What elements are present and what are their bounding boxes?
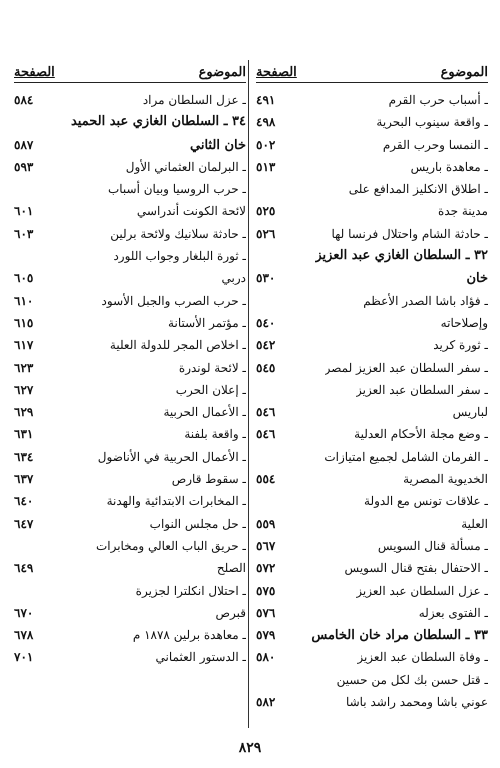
entry-title: خان الثاني (190, 137, 246, 153)
entry-page: ٦٠٣ (14, 226, 34, 241)
index-entry-row (14, 178, 246, 200)
entry-title: ـ حادثة الشام واحتلال فرنسا لها (331, 226, 488, 241)
entry-title: ـ الفتوى بعزله (418, 605, 488, 620)
entry-page: ٥٤٦ (256, 427, 276, 442)
index-entry-row (14, 245, 246, 267)
entry-page: ٥٦٧ (256, 538, 276, 553)
entry-page: ٥٢٦ (256, 226, 276, 241)
index-entry-row (256, 557, 488, 579)
entry-page: ٥٨٧ (14, 137, 34, 152)
entry-page: ٥٥٩ (256, 516, 276, 531)
index-entry-row (256, 223, 488, 245)
entry-title: ـ معاهدة باريس (410, 159, 488, 174)
entry-title: وإصلاحاته (440, 315, 488, 330)
index-entry-row (14, 513, 246, 535)
entry-title: ـ علاقات تونس مع الدولة (364, 494, 488, 509)
page-header: الصفحة (256, 65, 297, 80)
index-entry-row (256, 379, 488, 401)
index-entry-row (256, 468, 488, 490)
entry-page: ٥٧٢ (256, 561, 276, 576)
entry-title: ـ ثورة البلغار وجواب اللورد (113, 249, 246, 264)
entry-title: عوني باشا ومحمد راشد باشا (345, 695, 488, 710)
entry-page: ٦٢٣ (14, 360, 34, 375)
entry-title: ـ الاحتفال بفتح قنال السويس (344, 561, 488, 576)
section-heading-row (14, 134, 246, 156)
column-divider (248, 60, 249, 728)
entry-title: ٣٢ ـ السلطان الغازي عبد العزيز (315, 248, 488, 264)
entry-title: ـ إعلان الحرب (175, 382, 246, 397)
index-entry-row (256, 134, 488, 156)
section-heading-row (256, 624, 488, 646)
entry-page: ٥٤٢ (256, 338, 276, 353)
entry-page: ٦٢٧ (14, 382, 34, 397)
entry-page: ٥٤٥ (256, 360, 276, 375)
entry-page: ٥١٣ (256, 159, 276, 174)
entry-page: ٦٣٤ (14, 449, 34, 464)
page-number: ٨٢٩ (238, 740, 262, 756)
entry-title: ـ قتل حسن بك لكل من حسين (336, 672, 488, 687)
entry-title: ـ حادثة سلانيك ولائحة برلين (110, 226, 246, 241)
entry-title: دربي (221, 271, 246, 286)
entry-title: ـ المخابرات الابتدائية والهدنة (106, 494, 246, 509)
entry-page: ٥٥٤ (256, 472, 276, 487)
entry-page: ٥٣٠ (256, 271, 276, 286)
entry-title: ـ سفر السلطان عبد العزيز لمصر (324, 360, 488, 375)
index-entry-row (256, 490, 488, 512)
index-entry-row (14, 334, 246, 356)
topic-header: الموضوع (198, 65, 246, 80)
entry-page: ٥٠٢ (256, 137, 276, 152)
index-entry-row (14, 535, 246, 557)
entry-page: ٦١٧ (14, 338, 34, 353)
index-entry-row (14, 602, 246, 624)
section-heading-row (14, 111, 246, 133)
entry-page: ٥٨٠ (256, 650, 276, 665)
index-entry-row (256, 357, 488, 379)
index-entry-row (14, 312, 246, 334)
entry-title: الخديوية المصرية (403, 472, 488, 487)
entry-page: ٦٢٩ (14, 405, 34, 420)
column-header (256, 60, 488, 83)
entry-page: ٥٧٥ (256, 583, 276, 598)
index-rows (14, 89, 246, 669)
entry-title: ـ عزل السلطان مراد (142, 93, 246, 107)
index-entry-row (14, 490, 246, 512)
entry-title: ـ البرلمان العثماني الأول (125, 159, 246, 174)
index-entry-row (14, 89, 246, 111)
index-entry-row (14, 401, 246, 423)
entry-page: ٧٠١ (14, 650, 34, 665)
index-entry-row (256, 178, 488, 200)
index-entry-row (256, 669, 488, 691)
entry-page: ٦٤٧ (14, 516, 34, 531)
index-entry-row (256, 290, 488, 312)
entry-title: ـ اخلاص المجر للدولة العلية (109, 338, 246, 353)
index-entry-row (14, 423, 246, 445)
topic-header: الموضوع (440, 65, 488, 80)
index-entry-row (256, 312, 488, 334)
index-entry-row (256, 602, 488, 624)
entry-page: ٦٠٥ (14, 271, 34, 286)
entry-page: ٦٤٠ (14, 494, 34, 509)
entry-title: العلية (461, 516, 488, 531)
entry-title: ـ ثورة كريد (433, 338, 488, 353)
entry-page: ٦٧٠ (14, 605, 34, 620)
entry-title: ـ وفاة السلطان عبد العزيز (357, 650, 488, 665)
entry-page: ٦١٥ (14, 315, 34, 330)
index-entry-row (14, 223, 246, 245)
index-entry-row (256, 423, 488, 445)
entry-title: ـ اطلاق الانكليز المدافع على (348, 182, 488, 197)
entry-page: ٦١٠ (14, 293, 34, 308)
entry-page: ٦٧٨ (14, 628, 34, 643)
entry-page: ٥٤٠ (256, 315, 276, 330)
index-entry-row (256, 89, 488, 111)
entry-page: ٦٠١ (14, 204, 34, 219)
entry-title: لائحة الكونت أندراسي (136, 204, 246, 219)
entry-title: ـ مؤتمر الأستانة (168, 315, 246, 330)
entry-title: ـ الأعمال الحربية (163, 405, 246, 420)
index-entry-row (256, 200, 488, 222)
entry-title: ـ وضع مجلة الأحكام العدلية (354, 427, 488, 442)
entry-title: ـ سقوط قارص (171, 472, 246, 487)
index-entry-row (256, 111, 488, 133)
index-rows (256, 89, 488, 713)
entry-title: الصلح (216, 561, 246, 576)
entry-title: ـ احتلال انكلترا لجزيرة (135, 583, 246, 598)
entry-title: ٣٣ ـ السلطان مراد خان الخامس (311, 628, 488, 644)
index-entry-row (14, 580, 246, 602)
entry-title: ـ حريق الباب العالي ومخابرات (95, 538, 246, 553)
index-entry-row (14, 357, 246, 379)
entry-title: ـ الفرمان الشامل لجميع امتيازات (324, 449, 488, 464)
index-entry-row (256, 446, 488, 468)
index-entry-row (14, 200, 246, 222)
entry-title: ـ حل مجلس النواب (149, 516, 246, 531)
index-entry-row (14, 624, 246, 646)
entry-title: قبرص (215, 605, 246, 620)
entry-title: ـ النمسا وحرب القرم (382, 137, 488, 152)
index-entry-row (256, 156, 488, 178)
index-entry-row (14, 290, 246, 312)
index-entry-row (256, 691, 488, 713)
entry-page: ٦٤٩ (14, 561, 34, 576)
index-entry-row (256, 401, 488, 423)
index-entry-row (256, 580, 488, 602)
entry-page: ٥٢٥ (256, 204, 276, 219)
entry-title: ـ حرب الروسيا وبيان أسباب (107, 182, 246, 197)
entry-page: ٥٨٢ (256, 695, 276, 710)
entry-title: ـ حرب الصرب والجبل الأسود (101, 293, 246, 308)
entry-page: ٥٤٦ (256, 405, 276, 420)
entry-title: ـ فؤاد باشا الصدر الأعظم (363, 293, 488, 308)
index-column-right (256, 60, 488, 713)
entry-title: ـ الدستور العثماني (155, 650, 246, 665)
entry-title: ـ أسباب حرب القرم (388, 93, 488, 107)
index-column-left (14, 60, 246, 669)
entry-title: ـ عزل السلطان عبد العزيز (356, 583, 488, 598)
entry-title: ـ الأعمال الحربية في الأناضول (97, 449, 246, 464)
index-entry-row (14, 379, 246, 401)
entry-page: ٥٧٦ (256, 605, 276, 620)
entry-title: ـ واقعة سينوب البحرية (376, 115, 488, 130)
entry-title: ـ واقعة بلفنة (184, 427, 246, 442)
entry-title: ـ سفر السلطان عبد العزيز (356, 382, 488, 397)
index-entry-row (14, 557, 246, 579)
column-header (14, 60, 246, 83)
entry-page: ٦٣٧ (14, 472, 34, 487)
entry-title: لباريس (452, 405, 488, 420)
index-entry-row (14, 468, 246, 490)
index-entry-row (14, 446, 246, 468)
entry-page: ٦٣١ (14, 427, 34, 442)
entry-page: ٤٩١ (256, 93, 276, 107)
index-entry-row (256, 334, 488, 356)
entry-page: ٥٨٤ (14, 93, 34, 107)
entry-page: ٥٧٩ (256, 628, 276, 643)
entry-title: مدينة جدة (438, 204, 488, 219)
entry-page: ٥٩٣ (14, 159, 34, 174)
entry-title: ـ لائحة لوندرة (178, 360, 246, 375)
index-entry-row (14, 646, 246, 668)
page-header: الصفحة (14, 65, 55, 80)
index-entry-row (256, 513, 488, 535)
entry-title: ـ مسألة قنال السويس (377, 538, 488, 553)
index-entry-row (256, 535, 488, 557)
index-entry-row (14, 267, 246, 289)
section-heading-row (256, 267, 488, 289)
section-heading-row (256, 245, 488, 267)
index-entry-row (14, 156, 246, 178)
entry-title: خان (466, 271, 488, 287)
entry-page: ٤٩٨ (256, 115, 276, 130)
index-entry-row (256, 646, 488, 668)
entry-title: ـ معاهدة برلين ١٨٧٨ م (132, 628, 246, 643)
entry-title: ٣٤ ـ السلطان الغازي عبد الحميد (70, 114, 246, 130)
